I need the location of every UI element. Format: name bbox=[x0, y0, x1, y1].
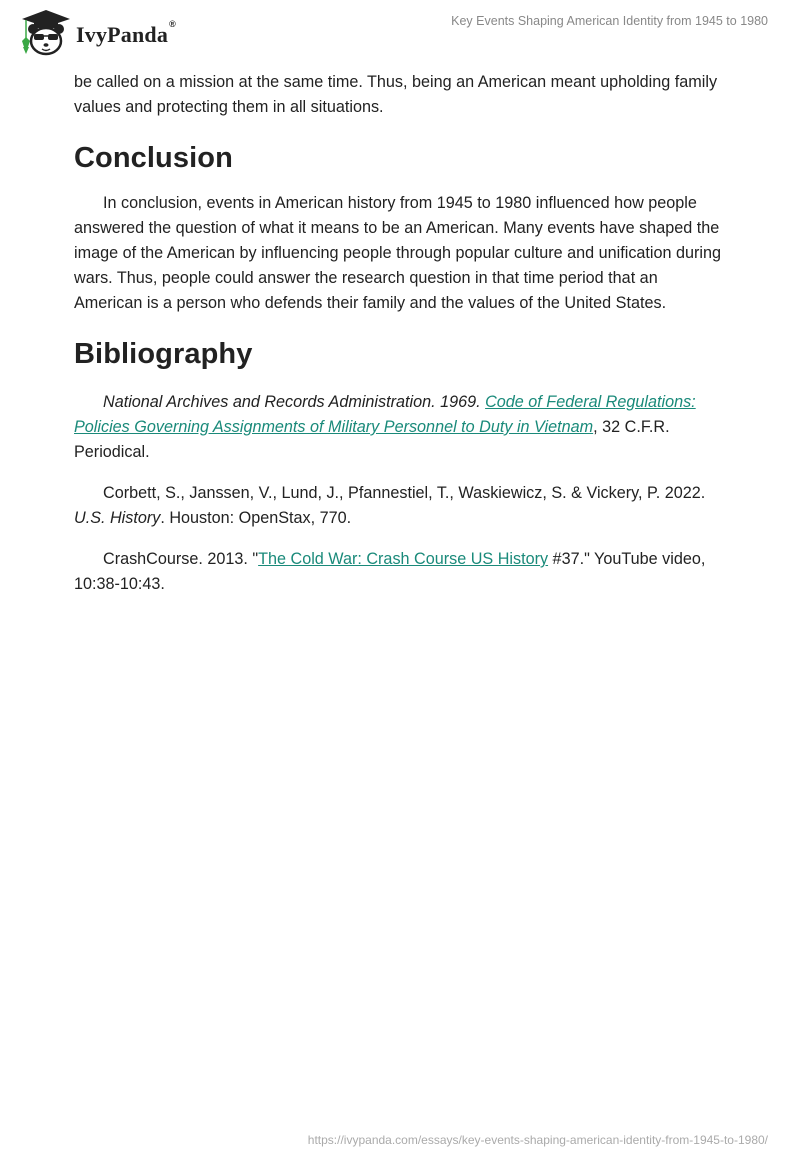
bibliography-entry bbox=[74, 481, 724, 531]
conclusion-paragraph: In conclusion, events in American history from 1945 to 1980 influenced how people answered the question of what it means to be an American. Many events have shaped the image of the American by influencing people through popular culture and unification during wars. Thus, people could answer the research question in that time period that an American is a person who defends their family and the values of the United States. bbox=[74, 194, 722, 312]
continuation-paragraph: be called on a mission at the same time. Thus, being an American meant upholding family values and protecting them in all situations. bbox=[74, 73, 718, 116]
bib-entry-suffix: , 32 C.F.R. Periodical. bbox=[74, 418, 670, 461]
article-content bbox=[74, 70, 724, 613]
bib-link-cold-war-crash-course[interactable]: The Cold War: Crash Course US History bbox=[258, 550, 549, 568]
bib-entry-author-year: National Archives and Records Administration. 1969. bbox=[103, 393, 486, 411]
ivypanda-logo[interactable] bbox=[14, 7, 176, 57]
panda-graduation-cap-icon bbox=[14, 7, 72, 57]
bib-entry-suffix: . Houston: OpenStax, 770. bbox=[160, 509, 352, 527]
bib-entry-title: U.S. History bbox=[74, 509, 161, 527]
bib-entry-suffix: #37." YouTube video, 10:38-10:43. bbox=[74, 550, 706, 593]
bibliography-entry bbox=[74, 547, 724, 597]
bib-link-code-of-federal-regulations[interactable]: Code of Federal Regulations: Policies Governing Assignments of Military Personnel to Duty in Vietnam bbox=[74, 393, 696, 436]
bib-entry-authors: Corbett, S., Janssen, V., Lund, J., Pfannestiel, T., Waskiewicz, S. & Vickery, P. 2022. bbox=[103, 484, 706, 502]
page-header bbox=[0, 0, 800, 60]
bib-entry-author-year: CrashCourse. 2013. " bbox=[103, 550, 259, 568]
logo-text: IvyPanda® bbox=[76, 19, 176, 47]
bibliography-entry bbox=[74, 390, 724, 465]
document-title: Key Events Shaping American Identity from 1945 to 1980 bbox=[451, 14, 768, 28]
bibliography-heading: Bibliography bbox=[74, 338, 253, 370]
footer-source-url: https://ivypanda.com/essays/key-events-shaping-american-identity-from-1945-to-1980/ bbox=[307, 1133, 768, 1147]
conclusion-heading: Conclusion bbox=[74, 142, 233, 174]
